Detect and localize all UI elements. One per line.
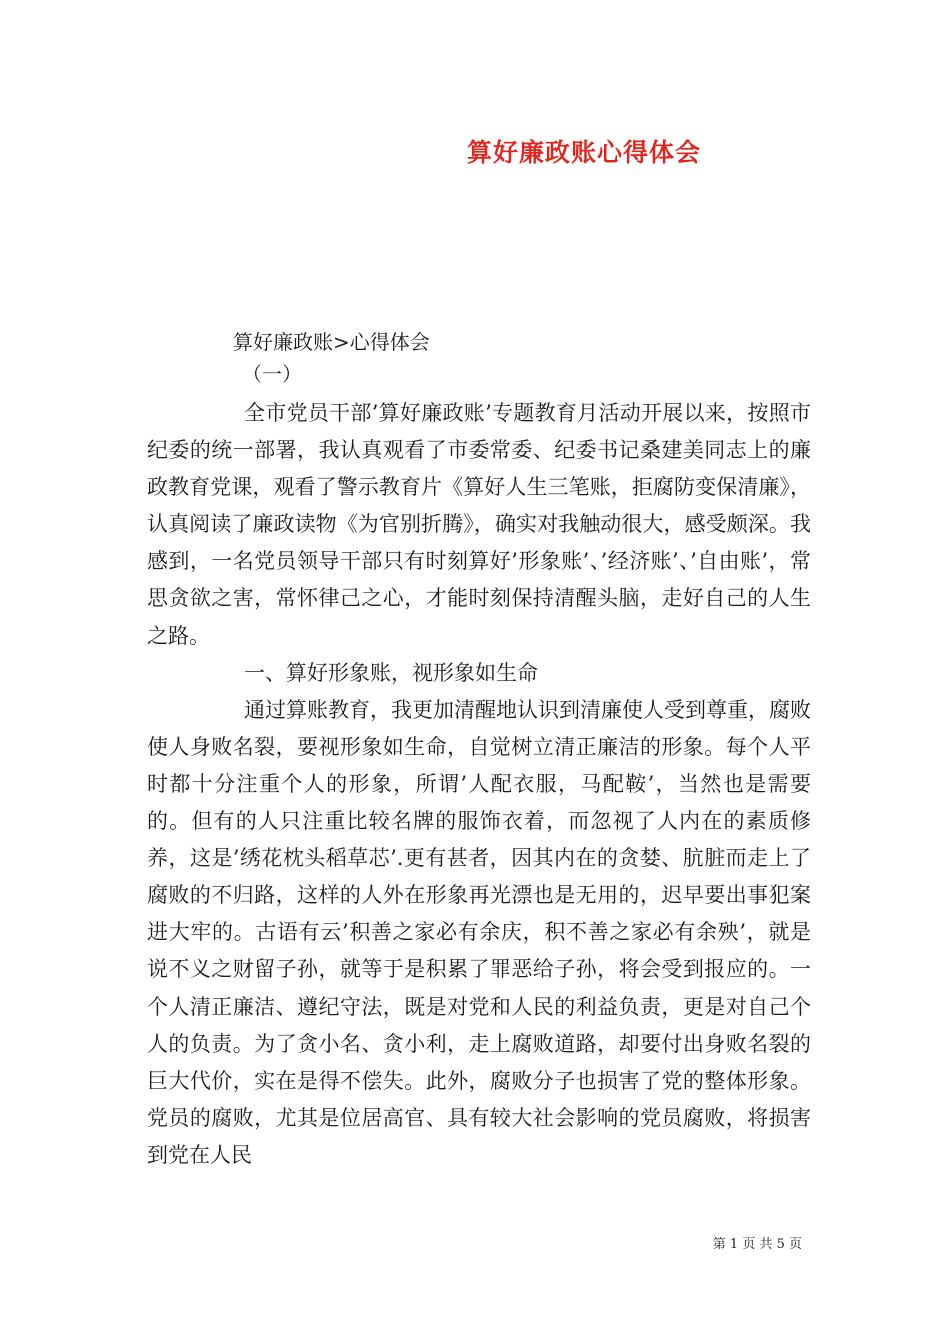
body-text [147, 395, 811, 1174]
section-heading: 一、算好形象账，视形象如生命 [244, 660, 538, 685]
page-footer: 第 1 页 共 5 页 [712, 1237, 802, 1252]
document-subtitle: 算好廉政账>心得体会 [233, 330, 430, 354]
document-title: 算好廉政账心得体会 [466, 138, 701, 167]
paragraph: 通过算账教育，我更加清醒地认识到清廉使人受到尊重，腐败使人身败名裂，要视形象如生命，自觉树立清正廉洁的形象。每个人平时都十分注重个人的形象，所谓’人配衣服，马配鞍’，当然也是需要的。但有的人只注重比较名牌的服饰衣着，而忽视了人内在的素质修养，这是’绣花枕头稻草芯’.更有甚者，因其内在的贪婪、肮脏而走上了腐败的不归路，这样的人外在形象再光漂也是无用的，迟早要出事犯案进大牢的。古语有云’积善之家必有余庆，积不善之家必有余殃’，就是说不义之财留子孙，就等于是积累了罪恶给子孙，将会受到报应的。一个人清正廉洁、遵纪守法，既是对党和人民的利益负责，更是对自己个人的负责。为了贪小名、贪小利，走上腐败道路，却要付出身败名裂的巨大代价，实在是得不偿失。此外，腐败分子也损害了党的整体形象。党员的腐败，尤其是位居高官、具有较大社会影响的党员腐败，将损害到党在人民 [147, 697, 811, 1167]
paragraph: 全市党员干部’算好廉政账’专题教育月活动开展以来，按照市纪委的统一部署，我认真观看了市委常委、纪委书记桑建美同志上的廉政教育党课，观看了警示教育片《算好人生三笔账，拒腐防变保清廉》，认真阅读了廉政读物《为官别折腾》，确实对我触动很大，感受颇深。我感到，一名党员领导干部只有时刻算好’形象账’、’经济账’、’自由账’，常思贪欲之害，常怀律己之心，才能时刻保持清醒头脑，走好自己的人生之路。 [147, 401, 811, 648]
section-number: （一） [242, 362, 302, 386]
